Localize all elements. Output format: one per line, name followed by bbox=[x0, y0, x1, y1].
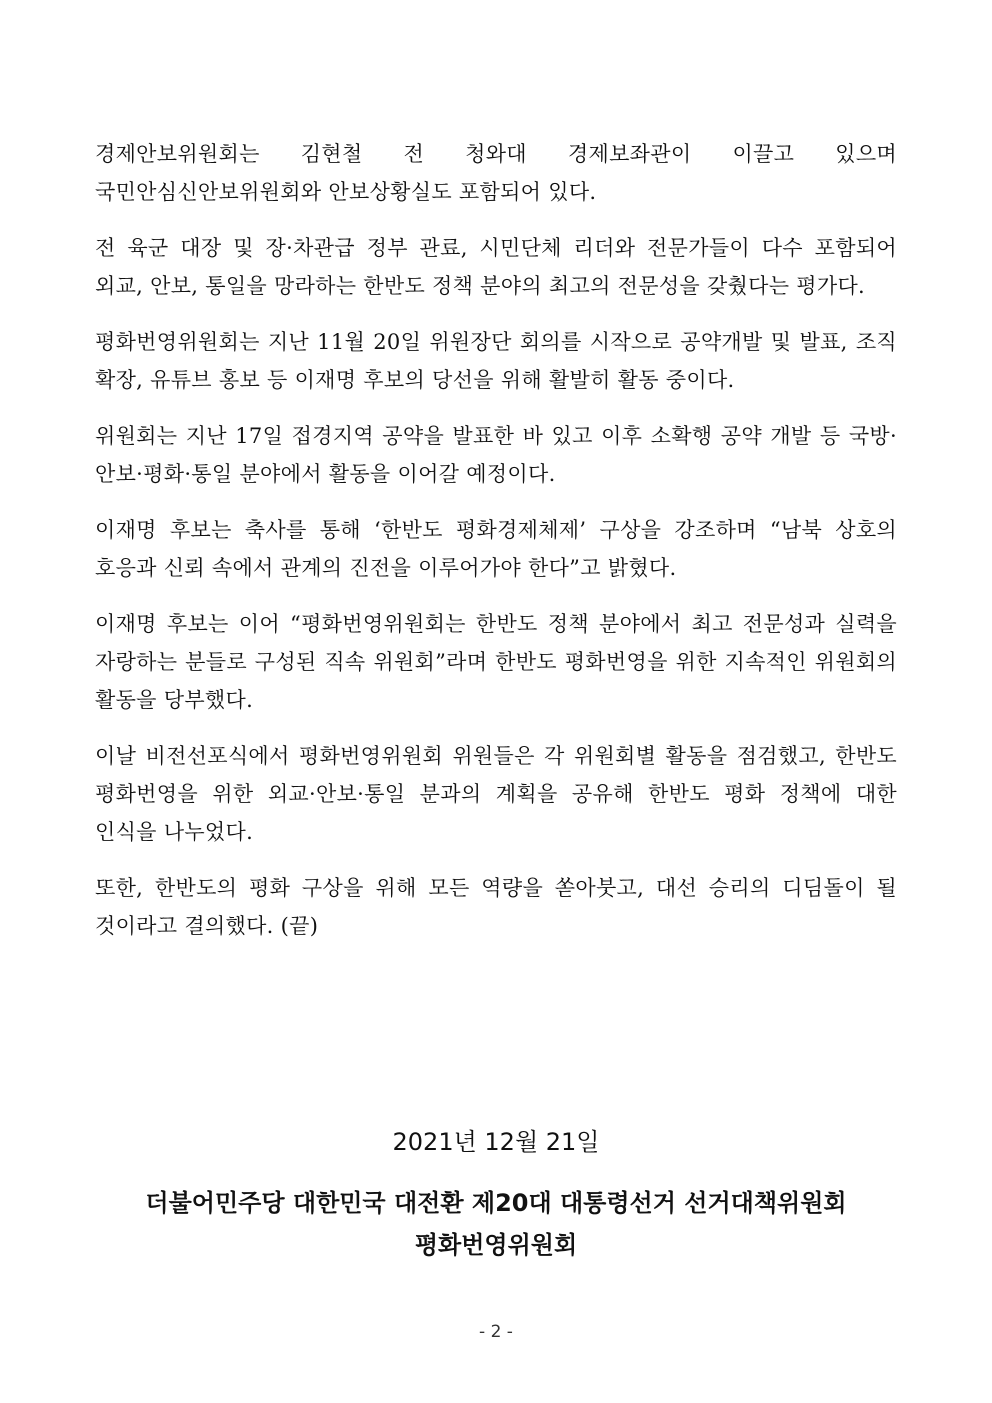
paragraph: 경제안보위원회는 김현철 전 청와대 경제보좌관이 이끌고 있으며 국민안심신안보위원회와 안보상황실도 포함되어 있다. bbox=[95, 142, 897, 204]
committee-name: 평화번영위원회 bbox=[414, 1231, 578, 1259]
document-body bbox=[95, 135, 897, 963]
signature-block bbox=[0, 1122, 992, 1266]
paragraph: 또한, 한반도의 평화 구상을 위해 모든 역량을 쏟아붓고, 대선 승리의 디딤돌이 될 것이라고 결의했다. (끝) bbox=[95, 876, 897, 938]
release-date: 2021년 12월 21일 bbox=[392, 1128, 600, 1156]
page-number: - 2 - bbox=[479, 1322, 513, 1342]
paragraph: 이재명 후보는 이어 “평화번영위원회는 한반도 정책 분야에서 최고 전문성과 실력을 자랑하는 분들로 구성된 직속 위원회”라며 한반도 평화번영을 위한 지속적인 위원회의 활동을 당부했다. bbox=[95, 612, 897, 712]
paragraph: 이재명 후보는 축사를 통해 ‘한반도 평화경제체제’ 구상을 강조하며 “남북 상호의 호응과 신뢰 속에서 관계의 진전을 이루어가야 한다”고 밝혔다. bbox=[95, 518, 897, 580]
organization-name: 더불어민주당 대한민국 대전환 제20대 대통령선거 선거대책위원회 bbox=[145, 1189, 847, 1217]
paragraph: 이날 비전선포식에서 평화번영위원회 위원들은 각 위원회별 활동을 점검했고, 한반도 평화번영을 위한 외교·안보·통일 분과의 계획을 공유해 한반도 평화 정책에 대한 인식을 나누었다. bbox=[95, 744, 897, 844]
paragraph: 전 육군 대장 및 장·차관급 정부 관료, 시민단체 리더와 전문가들이 다수 포함되어 외교, 안보, 통일을 망라하는 한반도 정책 분야의 최고의 전문성을 갖췄다는 평가다. bbox=[95, 236, 897, 298]
paragraph: 위원회는 지난 17일 접경지역 공약을 발표한 바 있고 이후 소확행 공약 개발 등 국방·안보·평화·통일 분야에서 활동을 이어갈 예정이다. bbox=[95, 424, 897, 486]
paragraph: 평화번영위원회는 지난 11월 20일 위원장단 회의를 시작으로 공약개발 및 발표, 조직 확장, 유튜브 홍보 등 이재명 후보의 당선을 위해 활발히 활동 중이다. bbox=[95, 330, 897, 392]
